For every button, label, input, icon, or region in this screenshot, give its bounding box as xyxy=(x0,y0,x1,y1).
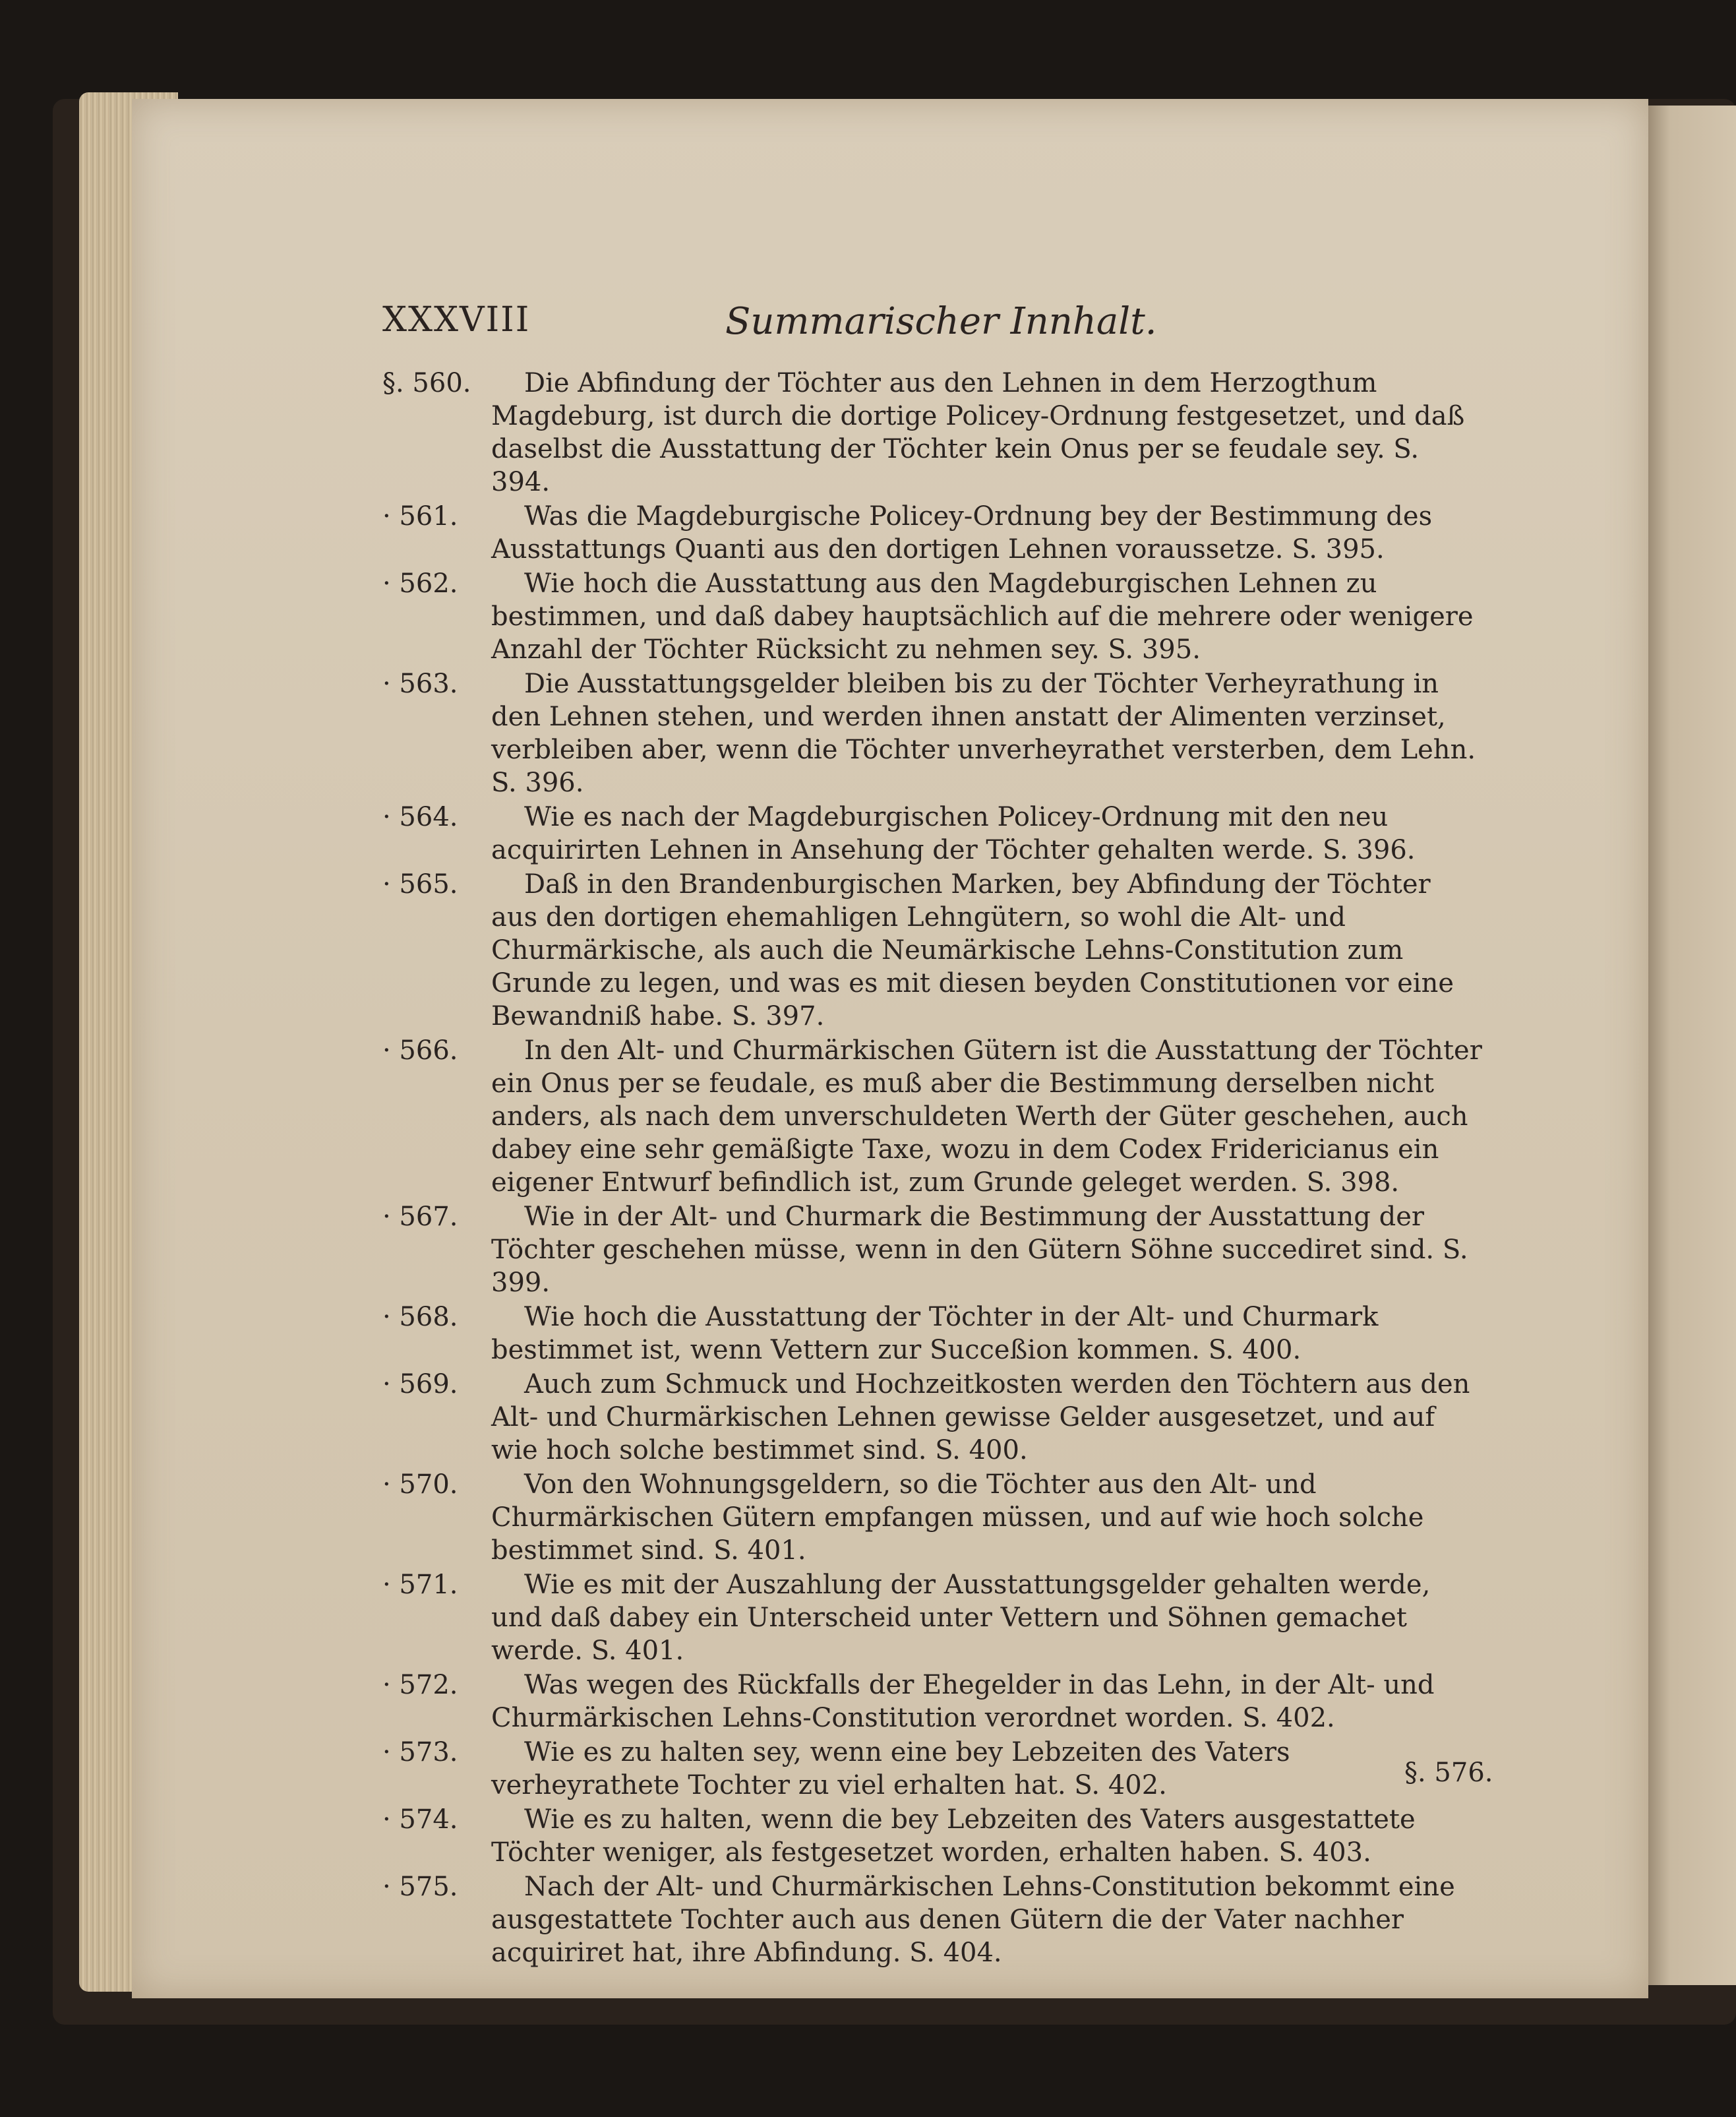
entry-text: Wie es nach der Magdeburgischen Policey-Ordnung mit den neu acquirirten Lehnen in Ansehung der Töchter gehalten werde. S. 396. xyxy=(491,802,1416,865)
list-item xyxy=(382,1368,1483,1467)
entry-text: Wie hoch die Ausstattung der Töchter in der Alt- und Churmark bestimmet ist, wenn Vettern zur Succeßion kommen. S. 400. xyxy=(491,1302,1379,1365)
list-item xyxy=(382,1870,1483,1969)
list-item xyxy=(382,500,1483,566)
page-title: Summarischer Innhalt. xyxy=(725,300,1157,343)
catchword: §. 576. xyxy=(1404,1758,1493,1788)
entry-number: §. 560. xyxy=(382,368,471,398)
entry-text: Was wegen des Rückfalls der Ehegelder in das Lehn, in der Alt- und Churmärkischen Lehns-Constitution verordnet worden. S. 402. xyxy=(491,1670,1435,1733)
facing-page-edge xyxy=(1642,106,1736,1985)
list-item xyxy=(382,1736,1483,1802)
entry-text: Nach der Alt- und Churmärkischen Lehns-Constitution bekommt eine ausgestattete Tochter auch aus denen Gütern die der Vater nachher acquiriret hat, ihre Abfindung. S. 404. xyxy=(491,1872,1455,1968)
entry-text: Daß in den Brandenburgischen Marken, bey Abfindung der Töchter aus den dortigen ehemahligen Lehngütern, so wohl die Alt- und Churmärkische, als auch die Neumärkische Lehns-Constitution zum Grunde zu legen, und was es mit diesen beyden Constitutionen vor eine Bewandniß habe. S. 397. xyxy=(491,869,1454,1031)
entry-list xyxy=(382,367,1483,1971)
entry-number: · 572. xyxy=(382,1670,458,1700)
entry-number: · 569. xyxy=(382,1369,458,1399)
list-item xyxy=(382,1669,1483,1734)
entry-number: · 562. xyxy=(382,568,458,599)
list-item xyxy=(382,367,1483,499)
entry-number: · 568. xyxy=(382,1302,458,1332)
entry-text: Wie es zu halten sey, wenn eine bey Lebzeiten des Vaters verheyrathete Tochter zu viel erhalten hat. S. 402. xyxy=(491,1737,1290,1800)
entry-number: · 574. xyxy=(382,1804,458,1835)
entry-text: In den Alt- und Churmärkischen Gütern ist die Ausstattung der Töchter ein Onus per se feudale, es muß aber die Bestimmung derselben nicht anders, als nach dem unverschuldeten Werth der Güter geschehen, auch dabey eine sehr gemäßigte Taxe, wozu in dem Codex Fridericianus ein eigener Entwurf befindlich ist, zum Grunde geleget werden. S. 398. xyxy=(491,1035,1482,1198)
list-item xyxy=(382,801,1483,867)
entry-text: Die Abfindung der Töchter aus den Lehnen in dem Herzogthum Magdeburg, ist durch die dortige Policey-Ordnung festgesetzet, und daß daselbst die Ausstattung der Töchter kein Onus per se feudale sey. S. 394. xyxy=(491,368,1465,497)
list-item xyxy=(382,1803,1483,1869)
list-item xyxy=(382,1468,1483,1567)
list-item xyxy=(382,1568,1483,1667)
entry-text: Wie es zu halten, wenn die bey Lebzeiten des Vaters ausgestattete Töchter weniger, als festgesetzet worden, erhalten haben. S. 403. xyxy=(491,1804,1416,1868)
entry-number: · 573. xyxy=(382,1737,458,1767)
list-item xyxy=(382,667,1483,799)
list-item xyxy=(382,567,1483,666)
entry-number: · 564. xyxy=(382,802,458,832)
running-head xyxy=(382,300,1470,346)
list-item xyxy=(382,868,1483,1033)
entry-text: Was die Magdeburgische Policey-Ordnung bey der Bestimmung des Ausstattungs Quanti aus den dortigen Lehnen voraussetze. S. 395. xyxy=(491,501,1433,565)
list-item xyxy=(382,1301,1483,1366)
entry-number: · 571. xyxy=(382,1570,458,1600)
entry-number: · 567. xyxy=(382,1202,458,1232)
entry-number: · 575. xyxy=(382,1872,458,1902)
entry-text: Wie hoch die Ausstattung aus den Magdeburgischen Lehnen zu bestimmen, und daß dabey hauptsächlich auf die mehrere oder wenigere Anzahl der Töchter Rücksicht zu nehmen sey. S. 395. xyxy=(491,568,1474,665)
entry-text: Wie in der Alt- und Churmark die Bestimmung der Ausstattung der Töchter geschehen müsse, wenn in den Gütern Söhne succediret sind. S. 399. xyxy=(491,1202,1468,1298)
entry-number: · 561. xyxy=(382,501,458,532)
list-item xyxy=(382,1034,1483,1199)
entry-number: · 570. xyxy=(382,1469,458,1500)
entry-text: Wie es mit der Auszahlung der Ausstattungsgelder gehalten werde, und daß dabey ein Unterscheid unter Vettern und Söhnen gemachet werde. S. 401. xyxy=(491,1570,1431,1666)
list-item xyxy=(382,1200,1483,1299)
entry-number: · 565. xyxy=(382,869,458,900)
page-number: XXXVIII xyxy=(382,300,531,340)
entry-number: · 563. xyxy=(382,669,458,699)
entry-number: · 566. xyxy=(382,1035,458,1066)
entry-text: Die Ausstattungsgelder bleiben bis zu der Töchter Verheyrathung in den Lehnen stehen, und werden ihnen anstatt der Alimenten verzinset, verbleiben aber, wenn die Töchter unverheyrathet versterben, dem Lehn. S. 396. xyxy=(491,669,1476,798)
entry-text: Von den Wohnungsgeldern, so die Töchter aus den Alt- und Churmärkischen Gütern empfangen müssen, und auf wie hoch solche bestimmet sind. S. 401. xyxy=(491,1469,1424,1566)
entry-text: Auch zum Schmuck und Hochzeitkosten werden den Töchtern aus den Alt- und Churmärkischen Lehnen gewisse Gelder ausgesetzet, und auf wie hoch solche bestimmet sind. S. 400. xyxy=(491,1369,1470,1465)
